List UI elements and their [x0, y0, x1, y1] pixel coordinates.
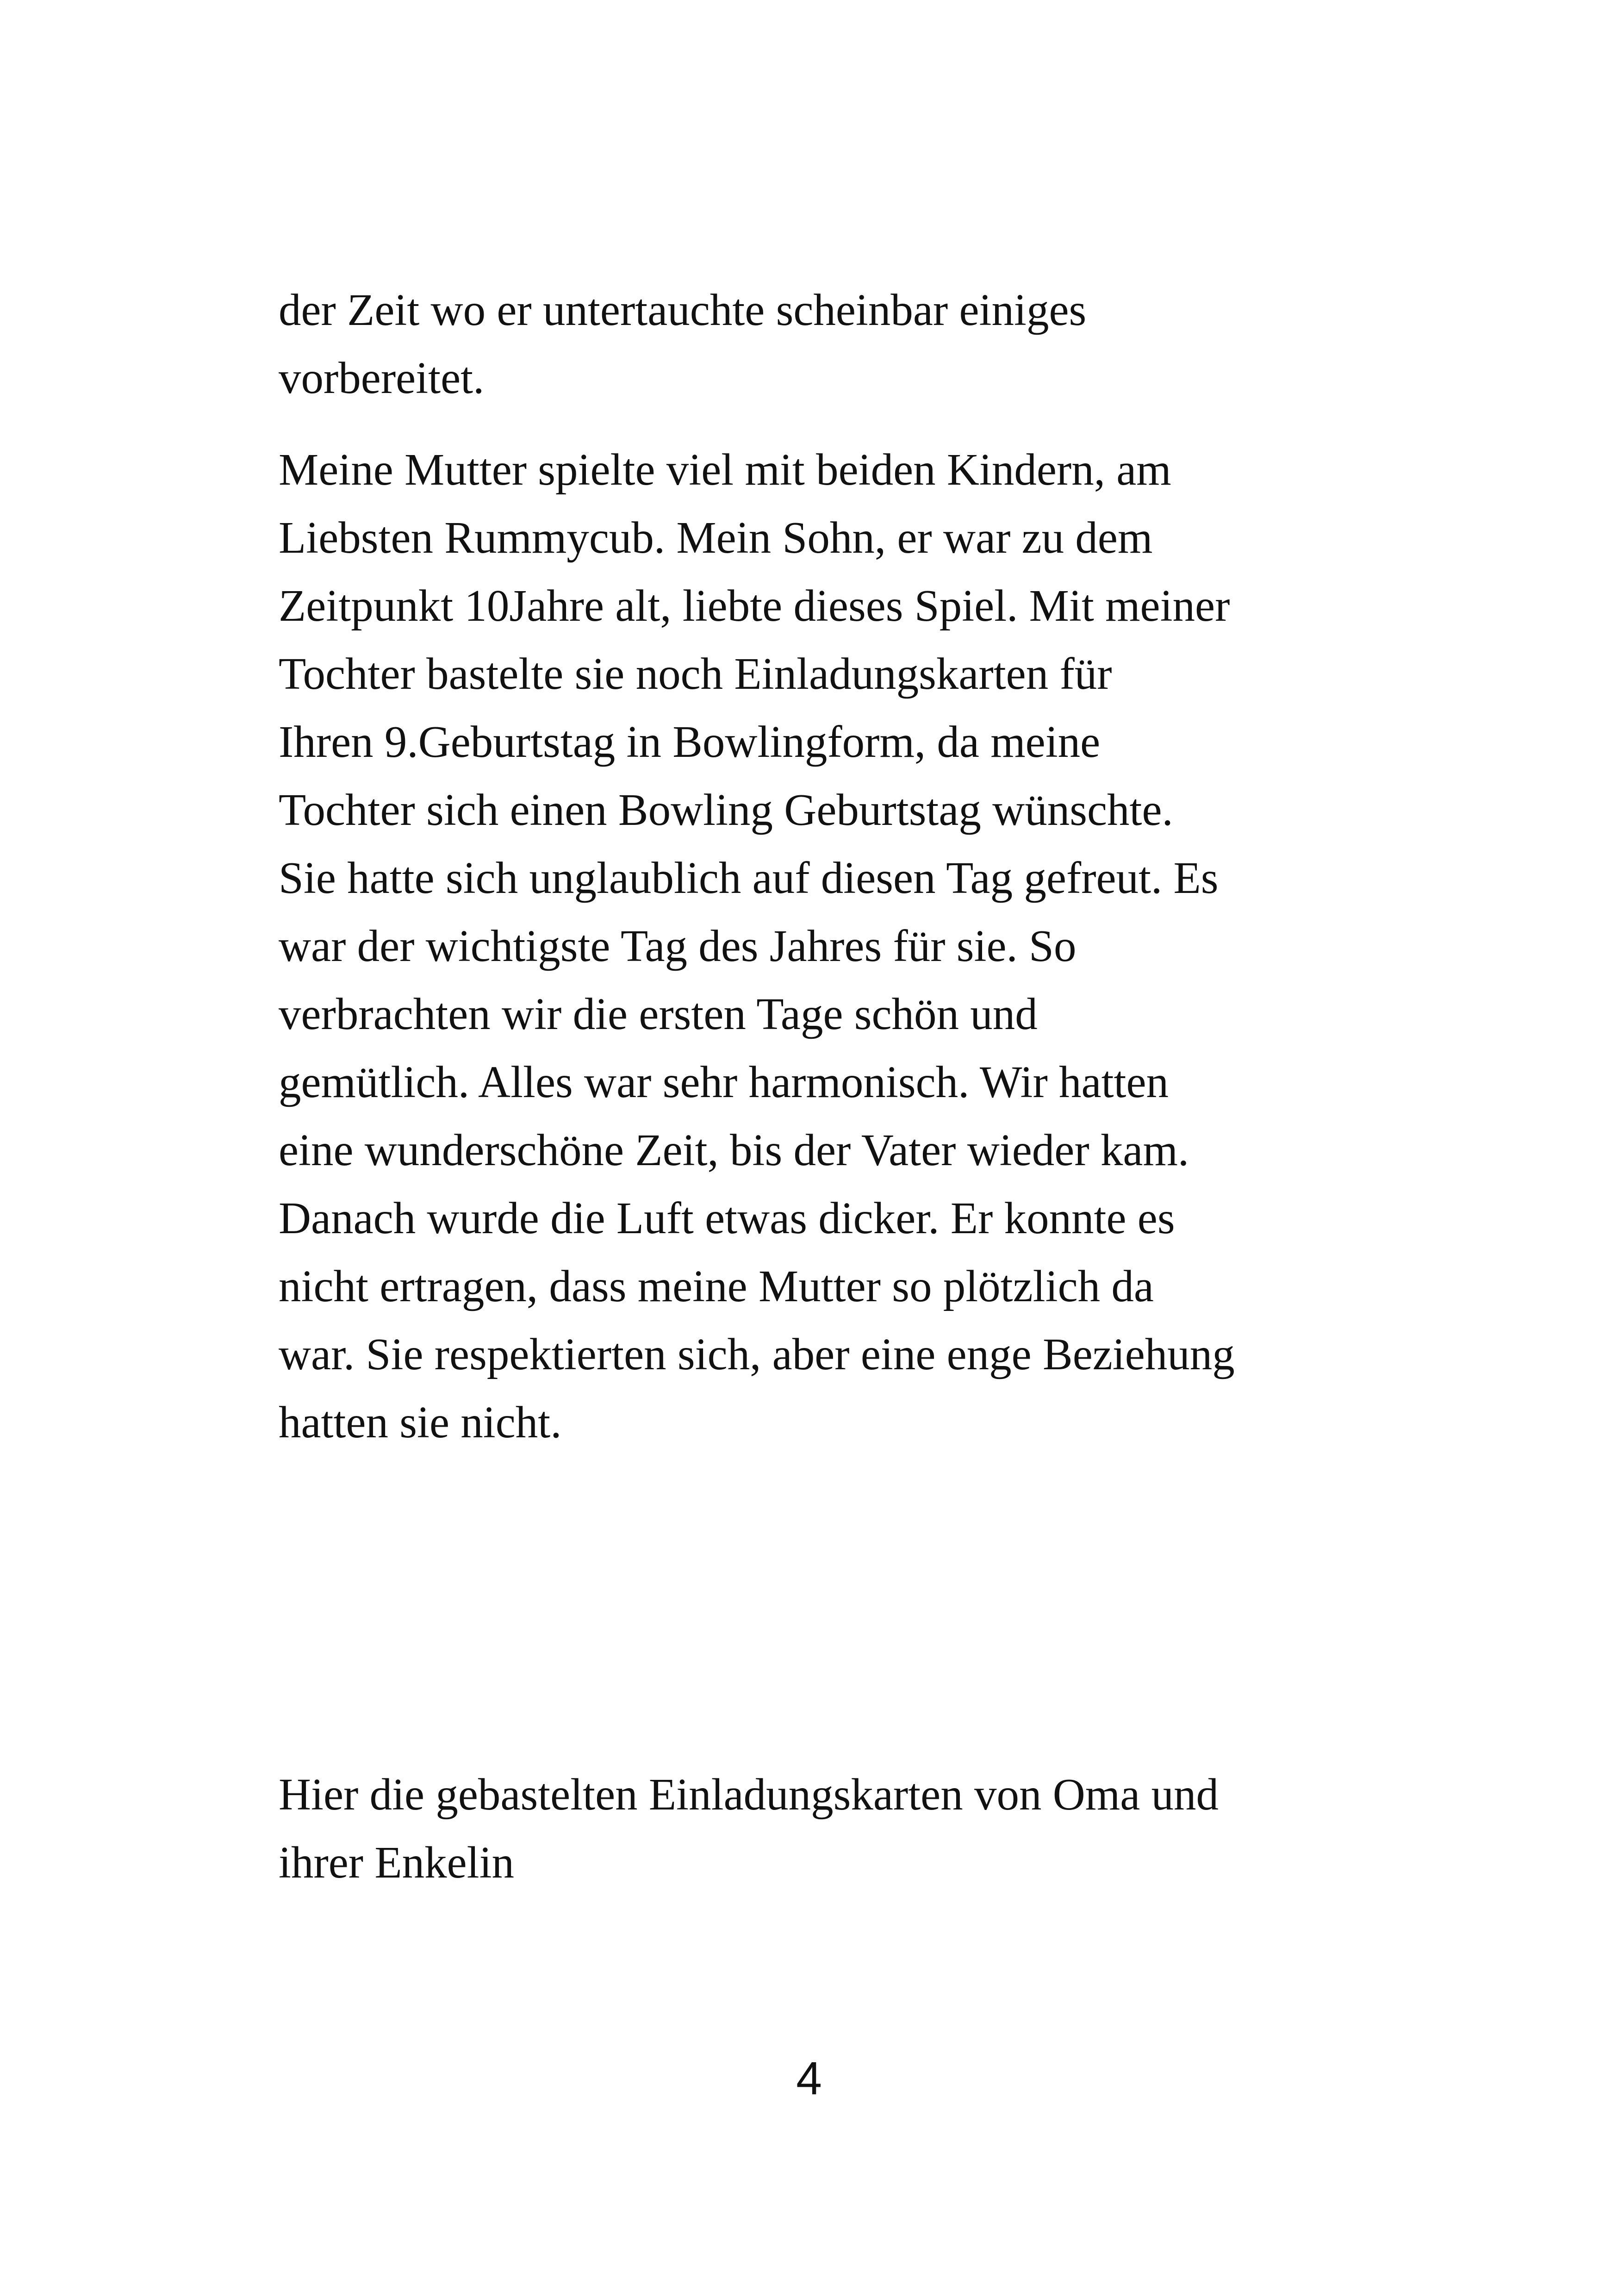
text-line: Danach wurde die Luft etwas dicker. Er konnte es — [279, 1193, 1175, 1243]
text-line: Sie hatte sich unglaublich auf diesen Tag gefreut. Es — [279, 853, 1219, 903]
text-line: Zeitpunkt 10Jahre alt, liebte dieses Spiel. Mit meiner — [279, 581, 1230, 630]
paragraph — [279, 436, 1343, 1456]
text-line: Liebsten Rummycub. Mein Sohn, er war zu dem — [279, 513, 1153, 562]
text-line: Tochter bastelte sie noch Einladungskarten für — [279, 649, 1112, 699]
text-line: vorbereitet. — [279, 353, 485, 403]
text-line: war. Sie respektierten sich, aber eine enge Beziehung — [279, 1329, 1235, 1379]
paragraph — [279, 1760, 1343, 1897]
text-line: verbrachten wir die ersten Tage schön und — [279, 989, 1038, 1039]
text-line: nicht ertragen, dass meine Mutter so plötzlich da — [279, 1261, 1154, 1311]
paragraph — [279, 276, 1343, 412]
text-line: Hier die gebastelten Einladungskarten von Oma und — [279, 1770, 1219, 1819]
text-line: gemütlich. Alles war sehr harmonisch. Wir hatten — [279, 1057, 1169, 1107]
text-line: ihrer Enkelin — [279, 1838, 515, 1887]
text-line: Ihren 9.Geburtstag in Bowlingform, da meine — [279, 717, 1101, 767]
text-line: Meine Mutter spielte viel mit beiden Kindern, am — [279, 445, 1171, 494]
text-line: war der wichtigste Tag des Jahres für sie. So — [279, 921, 1077, 971]
page-number: 4 — [796, 2053, 822, 2104]
text-line: Tochter sich einen Bowling Geburtstag wünschte. — [279, 785, 1173, 835]
text-line: der Zeit wo er untertauchte scheinbar einiges — [279, 285, 1087, 335]
text-line: eine wunderschöne Zeit, bis der Vater wieder kam. — [279, 1125, 1189, 1175]
text-line: hatten sie nicht. — [279, 1398, 562, 1447]
